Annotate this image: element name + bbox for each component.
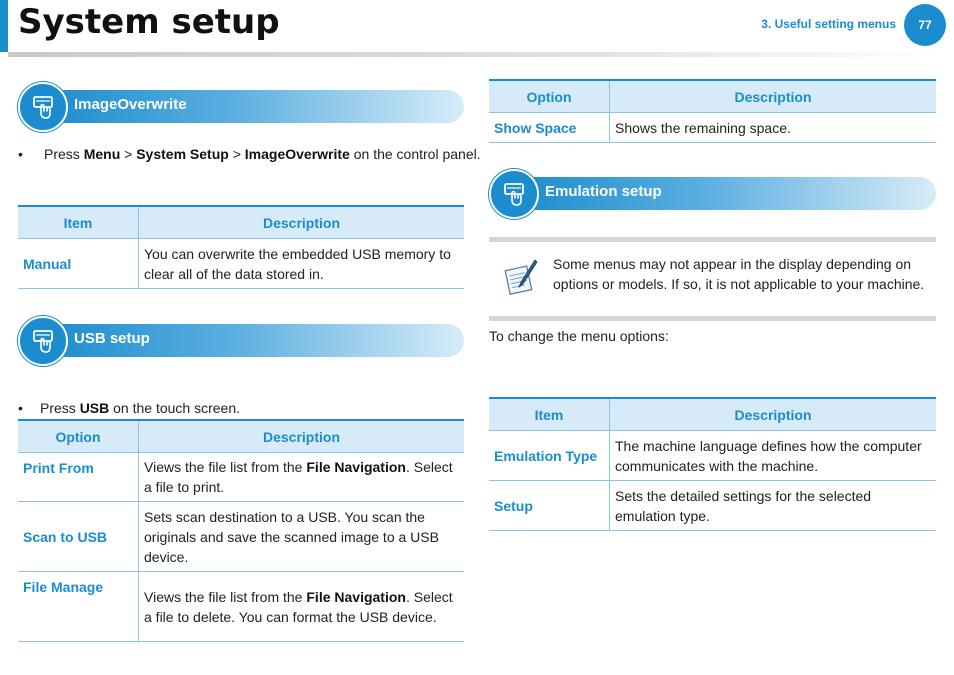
section-title: ImageOverwrite — [74, 96, 187, 113]
column-header: Description — [610, 398, 937, 431]
option-description: The machine language defines how the computer communicates with the machine. — [610, 431, 937, 481]
option-name: Show Space — [489, 113, 610, 143]
option-name: Scan to USB — [18, 502, 139, 572]
option-description: Sets scan destination to a USB. You scan the originals and save the scanned image to a USB device. — [139, 502, 465, 572]
section-header-emulation-setup — [489, 177, 936, 210]
option-description: You can overwrite the embedded USB memory to clear all of the data stored in. — [139, 239, 465, 289]
note-box — [489, 237, 936, 321]
table-row — [489, 113, 936, 143]
column-header: Option — [18, 420, 139, 453]
section-title: USB setup — [74, 330, 150, 347]
column-header: Description — [139, 206, 465, 239]
column-header: Option — [489, 80, 610, 113]
table-row — [18, 453, 464, 502]
table-header-row — [18, 206, 464, 239]
touch-hand-icon — [18, 316, 68, 366]
emulation-intro: To change the menu options: — [489, 328, 669, 344]
touch-hand-icon — [18, 82, 68, 132]
option-name: Print From — [18, 453, 139, 502]
page-number-badge: 77 — [904, 4, 946, 46]
table-row — [18, 502, 464, 572]
option-name: Manual — [18, 239, 139, 289]
column-header: Description — [139, 420, 465, 453]
instruction-imageoverwrite: • Press Menu > System Setup > ImageOverwrite on the control panel. — [18, 146, 481, 162]
instruction-usb-setup: • Press USB on the touch screen. — [18, 400, 241, 416]
section-title: Emulation setup — [545, 183, 662, 200]
show-space-table — [489, 79, 936, 143]
column-header: Item — [18, 206, 139, 239]
column-header: Description — [610, 80, 937, 113]
header-accent-bar — [0, 0, 8, 52]
table-row — [18, 239, 464, 289]
note-text: Some menus may not appear in the display depending on options or models. If so, it is not applicable to your machine. — [553, 256, 925, 292]
option-description: Shows the remaining space. — [610, 113, 937, 143]
option-description: Views the file list from the File Navigation. Select a file to delete. You can format the USB device. — [139, 572, 465, 642]
note-pencil-icon — [499, 256, 539, 301]
page-title: System setup — [18, 2, 280, 42]
option-name: Setup — [489, 481, 610, 531]
option-name: Emulation Type — [489, 431, 610, 481]
usb-setup-table — [18, 419, 464, 642]
touch-hand-icon — [489, 169, 539, 219]
option-description: Views the file list from the File Navigation. Select a file to print. — [139, 453, 465, 502]
option-description: Sets the detailed settings for the selected emulation type. — [610, 481, 937, 531]
table-header-row — [18, 420, 464, 453]
table-header-row — [489, 80, 936, 113]
table-row — [489, 481, 936, 531]
section-header-usb-setup — [18, 324, 464, 357]
table-header-row — [489, 398, 936, 431]
header-divider — [8, 52, 944, 57]
chapter-label: 3. Useful setting menus — [761, 17, 896, 31]
option-name: File Manage — [18, 572, 139, 642]
table-row — [489, 431, 936, 481]
table-row — [18, 572, 464, 642]
imageoverwrite-table — [18, 205, 464, 289]
column-header: Item — [489, 398, 610, 431]
emulation-table — [489, 397, 936, 531]
section-header-imageoverwrite — [18, 90, 464, 123]
